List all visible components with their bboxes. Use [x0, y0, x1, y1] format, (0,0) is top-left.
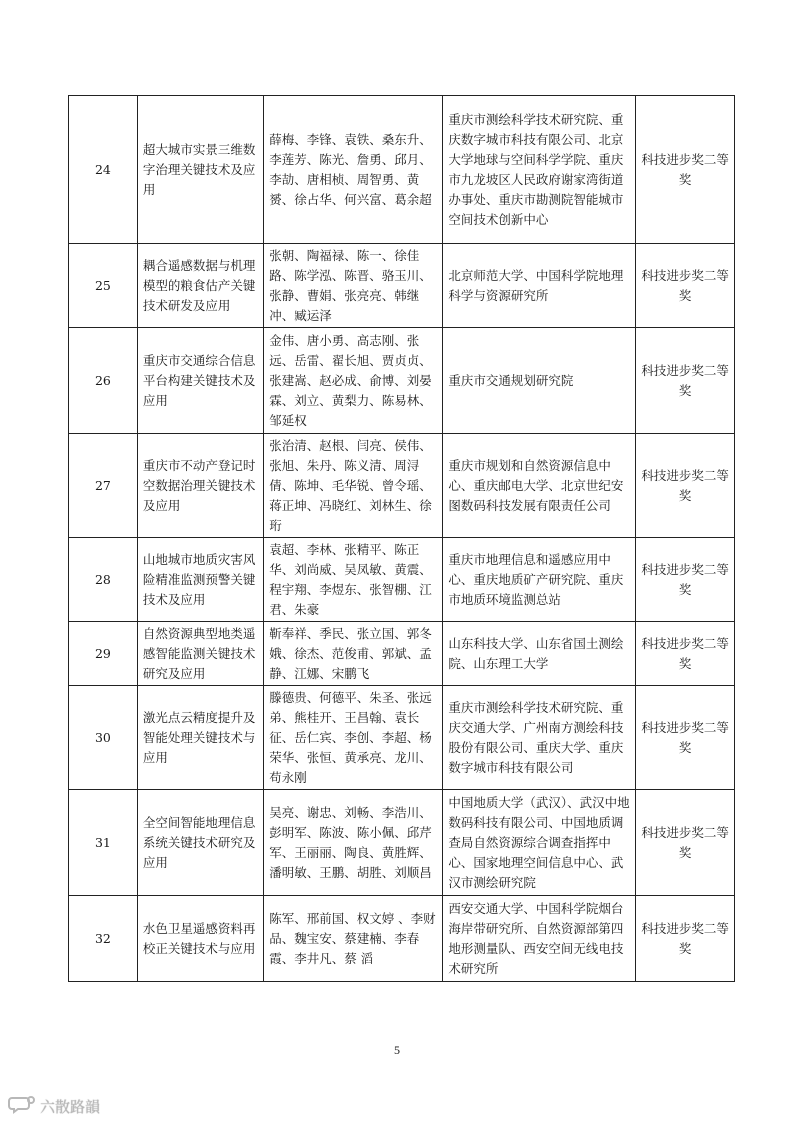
main-contributors: 滕德贵、何德平、朱圣、张远弟、熊桂开、王昌翰、袁长征、岳仁宾、李创、李超、杨荣华、张恒、黄承亮、龙川、苟永刚 — [264, 686, 443, 790]
award-level: 科技进步奖二等奖 — [636, 434, 735, 538]
watermark-text: 六散路韻 — [40, 1097, 101, 1116]
table-row — [69, 328, 735, 434]
project-name: 激光点云精度提升及智能处理关键技术与应用 — [137, 686, 263, 790]
main-contributors: 张治清、赵根、闫亮、侯伟、张旭、朱丹、陈义清、周浔倩、陈坤、毛华锐、曾令瑶、蒋正坤、冯晓红、刘林生、徐珩 — [264, 434, 443, 538]
project-name: 全空间智能地理信息系统关键技术研究及应用 — [137, 790, 263, 896]
row-number: 28 — [69, 538, 138, 622]
project-name: 耦合遥感数据与机理模型的粮食估产关键技术研发及应用 — [137, 244, 263, 328]
completing-units: 重庆市地理信息和遥感应用中心、重庆地质矿产研究院、重庆市地质环境监测总站 — [443, 538, 636, 622]
project-name: 山地城市地质灾害风险精准监测预警关键技术及应用 — [137, 538, 263, 622]
row-number: 29 — [69, 622, 138, 686]
project-name: 超大城市实景三维数字治理关键技术及应用 — [137, 96, 263, 244]
row-number: 24 — [69, 96, 138, 244]
row-number: 32 — [69, 896, 138, 982]
completing-units: 重庆市测绘科学技术研究院、重庆交通大学、广州南方测绘科技股份有限公司、重庆大学、重庆数字城市科技有限公司 — [443, 686, 636, 790]
main-contributors: 陈军、邢前国、权文婷 、李财品、魏宝安、蔡建楠、李春霞、李井凡、蔡 滔 — [264, 896, 443, 982]
project-name: 重庆市交通综合信息平台构建关键技术及应用 — [137, 328, 263, 434]
award-level: 科技进步奖二等奖 — [636, 244, 735, 328]
award-level: 科技进步奖二等奖 — [636, 896, 735, 982]
main-contributors: 袁超、李林、张精平、陈正华、刘尚威、吴凤敏、黄震、程宇翔、李煜东、张智棚、江君、朱豪 — [264, 538, 443, 622]
award-level: 科技进步奖二等奖 — [636, 538, 735, 622]
project-name: 水色卫星遥感资料再校正关键技术与应用 — [137, 896, 263, 982]
table-row — [69, 686, 735, 790]
main-contributors: 张朝、陶福禄、陈一、徐佳路、陈学泓、陈晋、骆玉川、张静、曹娟、张亮亮、韩继冲、臧运泽 — [264, 244, 443, 328]
completing-units: 西安交通大学、中国科学院烟台海岸带研究所、自然资源部第四地形测量队、西安空间无线电技术研究所 — [443, 896, 636, 982]
completing-units: 山东科技大学、山东省国土测绘院、山东理工大学 — [443, 622, 636, 686]
completing-units: 重庆市交通规划研究院 — [443, 328, 636, 434]
awards-table — [68, 95, 735, 982]
main-contributors: 靳奉祥、季民、张立国、郭冬娥、徐杰、范俊甫、郭斌、孟静、江娜、宋鹏飞 — [264, 622, 443, 686]
completing-units: 重庆市测绘科学技术研究院、重庆数字城市科技有限公司、北京大学地球与空间科学学院、重庆市九龙坡区人民政府谢家湾街道办事处、重庆市勘测院智能城市空间技术创新中心 — [443, 96, 636, 244]
award-level: 科技进步奖二等奖 — [636, 790, 735, 896]
table-row — [69, 244, 735, 328]
project-name: 自然资源典型地类遥感智能监测关键技术研究及应用 — [137, 622, 263, 686]
row-number: 30 — [69, 686, 138, 790]
row-number: 26 — [69, 328, 138, 434]
completing-units: 北京师范大学、中国科学院地理科学与资源研究所 — [443, 244, 636, 328]
completing-units: 重庆市规划和自然资源信息中心、重庆邮电大学、北京世纪安图数码科技发展有限责任公司 — [443, 434, 636, 538]
award-level: 科技进步奖二等奖 — [636, 686, 735, 790]
row-number: 25 — [69, 244, 138, 328]
table-row — [69, 538, 735, 622]
table-row — [69, 790, 735, 896]
award-level: 科技进步奖二等奖 — [636, 96, 735, 244]
award-level: 科技进步奖二等奖 — [636, 622, 735, 686]
main-contributors: 金伟、唐小勇、高志刚、张远、岳雷、翟长旭、贾贞贞、张建嵩、赵必成、俞博、刘晏霖、刘立、黄梨力、陈易林、邹延权 — [264, 328, 443, 434]
project-name: 重庆市不动产登记时空数据治理关键技术及应用 — [137, 434, 263, 538]
row-number: 31 — [69, 790, 138, 896]
watermark — [8, 1094, 100, 1118]
table-row — [69, 434, 735, 538]
award-level: 科技进步奖二等奖 — [636, 328, 735, 434]
table-row — [69, 896, 735, 982]
table-row — [69, 96, 735, 244]
table-row — [69, 622, 735, 686]
row-number: 27 — [69, 434, 138, 538]
speech-bubble-logo-icon — [8, 1094, 36, 1118]
main-contributors: 薛梅、李锋、袁铁、桑东升、李莲芳、陈光、詹勇、邱月、李劼、唐相桢、周智勇、黄赟、徐占华、何兴富、葛余超 — [264, 96, 443, 244]
page-number: 5 — [394, 1043, 400, 1057]
completing-units: 中国地质大学（武汉）、武汉中地数码科技有限公司、中国地质调查局自然资源综合调查指挥中心、国家地理空间信息中心、武汉市测绘研究院 — [443, 790, 636, 896]
main-contributors: 吴亮、谢忠、刘畅、李浩川、彭明军、陈波、陈小佩、邱芹军、王丽丽、陶良、黄胜辉、潘明敏、王鹏、胡胜、刘顺昌 — [264, 790, 443, 896]
